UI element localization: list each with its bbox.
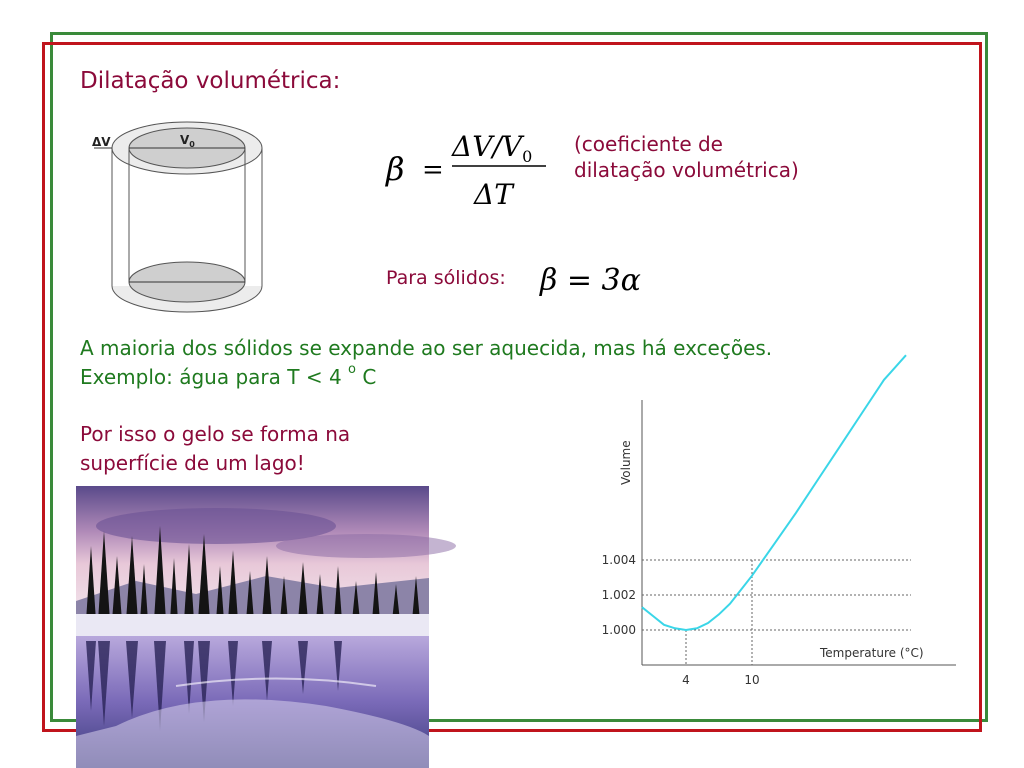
solids-label: Para sólidos: bbox=[386, 267, 506, 289]
ice-note bbox=[80, 420, 350, 478]
y-tick-label: 1.004 bbox=[601, 553, 636, 567]
volume-curve bbox=[642, 355, 906, 630]
volume-temperature-chart bbox=[586, 390, 976, 695]
cylinder-diagram bbox=[92, 118, 292, 318]
y-tick-label: 1.000 bbox=[601, 623, 636, 637]
beta-formula bbox=[382, 120, 562, 215]
expansion-line1: A maioria dos sólidos se expande ao ser aquecida, mas há exceções. bbox=[80, 336, 773, 360]
y-tick-label: 1.002 bbox=[601, 588, 636, 602]
expansion-line2: Exemplo: água para T < 4 $^o$ C bbox=[80, 362, 377, 389]
v0-label: $V_0$ bbox=[180, 133, 195, 149]
chart-xlabel: Temperature (°C) bbox=[820, 646, 924, 660]
frozen-lake-photo bbox=[76, 486, 429, 768]
svg-text:β = 3α: β = 3α bbox=[540, 263, 641, 298]
x-tick-label: 10 bbox=[744, 673, 760, 687]
coefficient-note-line2: dilatação volumétrica) bbox=[574, 158, 799, 182]
formula-numerator: $\Delta V/V_0$ bbox=[452, 130, 533, 166]
x-tick-label: 4 bbox=[682, 673, 690, 687]
formula-beta: β bbox=[386, 150, 405, 188]
formula-equals: = bbox=[422, 155, 444, 185]
formula-denominator: ΔT bbox=[474, 178, 513, 211]
ice-note-line2: superfície de um lago! bbox=[80, 451, 305, 475]
chart-ylabel: Volume bbox=[619, 440, 633, 485]
solids-formula bbox=[538, 258, 648, 298]
delta-v-label: ΔV bbox=[92, 135, 111, 149]
ice-note-line1: Por isso o gelo se forma na bbox=[80, 422, 351, 446]
slide-title: Dilatação volumétrica: bbox=[80, 68, 341, 94]
coefficient-note-line1: (coeficiente de bbox=[574, 132, 723, 156]
coefficient-note bbox=[574, 131, 799, 183]
